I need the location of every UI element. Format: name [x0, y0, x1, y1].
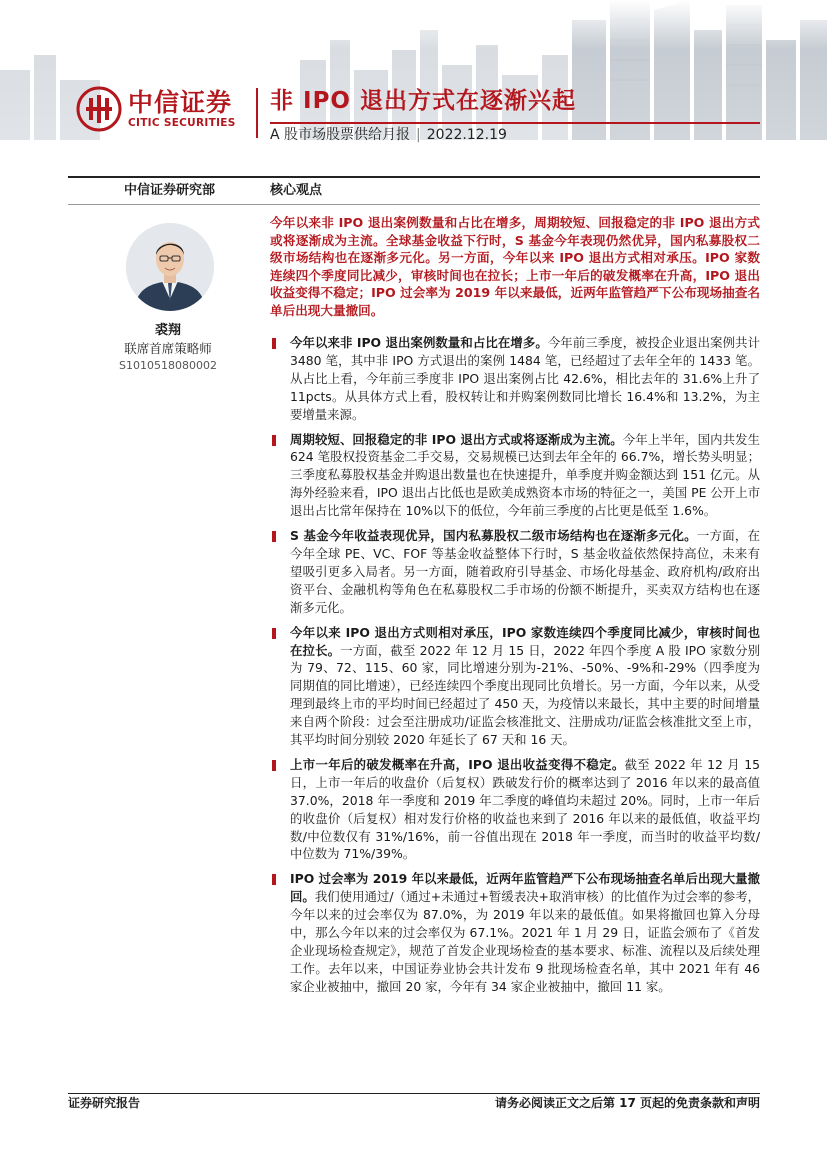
bullet-item [270, 527, 760, 617]
bullet-body: 截至 2022 年 12 月 15 日，上市一年后的收盘价（后复权）跌破发行价的概率达到了 2016 年以来的最高值 37.0%，2018 年一季度和 2019 年二季度的峰值均未超过 20%。同时，上市一年后的收盘价（后复权）相对发行价格的收益也来到了 2016 年以来的最低值，收益平均数/中位数仅有 31%/16%，前一谷值出现在 2018 年一季度，而当时的收益平均数/中位数为 71%/39%。 [290, 756, 760, 862]
bullet-body: 今年上半年，国内共发生 624 笔股权投资基金二手交易，交易规模已达到去年全年的 66.7%，增长势头明显；三季度私募股权基金并购退出数量也在快速提升，单季度并购金额达到 151 亿元。从海外经验来看，IPO 退出占比低也是欧美成熟资本市场的特征之一，美国 PE 公开上市退出占比常年保持在 10%以下的低位，今年前三季度的占比更是低至 1.6%。 [290, 431, 760, 519]
bullet-marker [272, 628, 276, 639]
bullet-item [270, 334, 760, 424]
citic-logo-icon [76, 86, 122, 132]
author-avatar-icon [126, 223, 214, 311]
bullet-marker [272, 531, 276, 542]
title-underline [270, 122, 760, 124]
footer-rule [68, 1093, 760, 1094]
citic-logo [76, 86, 236, 132]
footer-report-type: 证券研究报告 [68, 1096, 141, 1110]
bullet-item [270, 624, 760, 749]
author-photo [126, 223, 214, 311]
bullet-marker [272, 435, 276, 446]
department-label: 中信证券研究部 [124, 183, 216, 198]
section-top-rule [68, 176, 760, 178]
bullet-lead: IPO 过会率为 2019 年以来最低，近两年监管趋严下公布现场抽查名单后出现大量撤回。 [290, 871, 760, 905]
bullet-lead: 上市一年后的破发概率在升高，IPO 退出收益变得不稳定。 [290, 756, 625, 772]
bullet-body: 今年前三季度，被投企业退出案例共计 3480 笔，其中非 IPO 方式退出的案例 1484 笔，已经超过了去年全年的 1433 笔。从占比上看，今年前三季度非 IPO 退出案例占比 42.6%，相比去年的 31.6%上升了 11pcts。从具体方式上看，股权转让和并购案例数同比增长 16.4%和 13.2%，为主要增量来源。 [290, 335, 760, 422]
report-title: 非 IPO 退出方式在逐渐兴起 [270, 88, 576, 114]
bullet-lead: S 基金今年收益表现优异，国内私募股权二级市场结构也在逐渐多元化。 [290, 528, 697, 544]
bullet-body: 一方面，在今年全球 PE、VC、FOF 等基金收益整体下行时，S 基金收益依然保持高位，未来有望吸引更多入局者。另一方面，随着政府引导基金、市场化母基金、政府机构/政府出资平台、金融机构等角色在私募股权二手市场的份额不断提升，买卖双方结构也在逐渐多元化。 [290, 528, 760, 615]
bullet-lead: 周期较短、回报稳定的非 IPO 退出方式或将逐渐成为主流。 [290, 431, 623, 447]
bullet-marker [272, 874, 276, 885]
bullet-lead: 今年以来 IPO 退出方式则相对承压，IPO 家数连续四个季度同比减少，审核时间也在拉长。 [290, 624, 760, 658]
bullet-list [270, 334, 760, 1003]
brand-name-cn: 中信证券 [128, 88, 233, 117]
header-divider [256, 88, 258, 138]
brand-name-en: CITIC SECURITIES [128, 117, 236, 129]
author-name: 裘翔 [154, 323, 181, 338]
bullet-item [270, 756, 760, 863]
bullet-body: 我们使用通过/（通过+未通过+暂缓表决+取消审核）的比值作为过会率的参考，今年以来的过会率仅为 87.0%，为 2019 年以来的最低值。如果将撤回也算入分母中，那么今年以来的过会率仅为 67.1%。2021 年 1 月 29 日，证监会颁布了《首发企业现场检查规定》，规范了首发企业现场检查的基本要求、标准、流程以及后续处理工作。去年以来，中国证券业协会共计发布 9 批现场检查名单，其中 2021 年有 46 家企业被抽中，撤回 20 家，今年有 34 家企业被抽中，撤回 11 家。 [290, 889, 761, 994]
author-license: S1010518080002 [119, 359, 217, 372]
bullet-marker [272, 338, 276, 349]
section-title: 核心观点 [270, 183, 323, 198]
bullet-marker [272, 760, 276, 771]
core-summary: 今年以来非 IPO 退出案例数量和占比在增多，周期较短、回报稳定的非 IPO 退出方式或将逐渐成为主流。全球基金收益下行时，S 基金今年表现仍然优异，国内私募股权二级市场结构也在逐渐多元化。另一方面，今年以来 IPO 退出方式相对承压。IPO 家数连续四个季度同比减少，审核时间也在拉长；上市一年后的破发概率在升高，IPO 退出收益变得不稳定；IPO 过会率为 2019 年以来最低，近两年监管趋严下公布现场抽查名单后出现大量撤回。 [270, 215, 760, 318]
section-header-rule [68, 204, 760, 205]
subtitle-separator: | [416, 127, 421, 143]
report-subtitle [270, 126, 507, 144]
author-role: 联席首席策略师 [124, 341, 212, 356]
bullet-body: 一方面，截至 2022 年 12 月 15 日，2022 年四个季度 A 股 IPO 家数分别为 79、72、115、60 家，同比增速分别为-21%、-50%、-9%和-29%（四季度为同期值的同比增速），已经连续四个季度出现同比负增长。另一方面，今年以来，从受理到最终上市的平均时间已经超过了 450 天，为疫情以来最长，其中主要的时间增量来自两个阶段：过会至注册成功/证监会核准批文、注册成功/证监会核准批文至上市，其平均时间分别较 2020 年延长了 67 天和 16 天。 [290, 642, 761, 748]
report-series: A 股市场股票供给月报 [270, 127, 411, 143]
bullet-lead: 今年以来非 IPO 退出案例数量和占比在增多。 [290, 335, 548, 350]
report-date: 2022.12.19 [426, 127, 507, 143]
bullet-item [270, 431, 760, 521]
footer-disclaimer: 请务必阅读正文之后第 17 页起的免责条款和声明 [494, 1096, 760, 1110]
bullet-item [270, 870, 760, 995]
